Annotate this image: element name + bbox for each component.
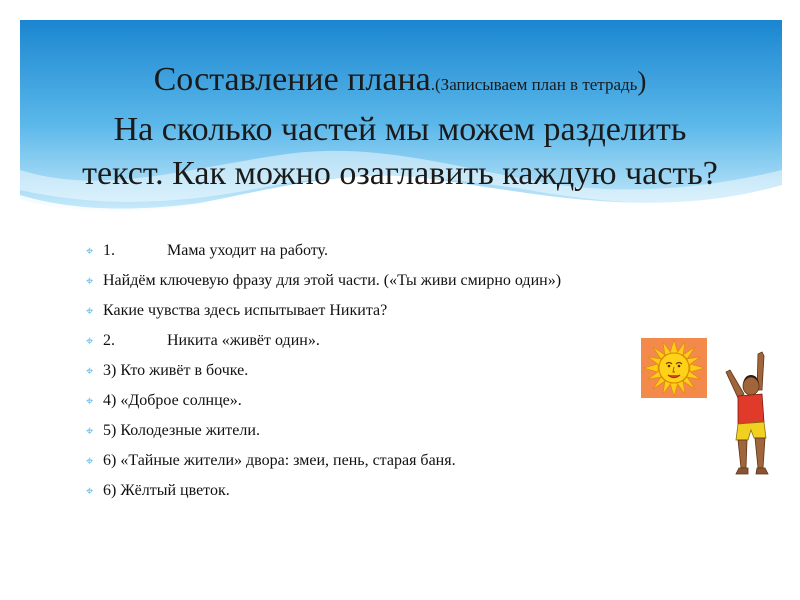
slide-title (30, 58, 770, 196)
diamond-bullet-icon: ⌖ (86, 273, 94, 288)
diamond-bullet-icon: ⌖ (86, 423, 94, 438)
title-line-1 (30, 58, 770, 108)
diamond-bullet-icon: ⌖ (86, 363, 94, 378)
diamond-bullet-icon: ⌖ (86, 483, 94, 498)
sun-face-icon (641, 338, 707, 398)
item-text: 6) Жёлтый цветок. (103, 482, 230, 499)
list-item (86, 420, 716, 442)
list-item (86, 300, 716, 322)
diamond-bullet-icon: ⌖ (86, 303, 94, 318)
list-item (86, 450, 716, 472)
boy-reaching-icon (720, 350, 780, 478)
plan-list (86, 240, 716, 510)
item-text: Найдём ключевую фразу для этой части. («Ты живи смирно один») (103, 272, 562, 289)
item-number: 2. (103, 332, 115, 349)
list-item (86, 360, 716, 382)
title-note: .(Записываем план в тетрадь (430, 75, 638, 94)
title-main: Составление плана (153, 61, 431, 98)
item-text: Мама уходит на работу. (167, 242, 328, 259)
list-item (86, 330, 716, 352)
list-item (86, 240, 716, 262)
diamond-bullet-icon: ⌖ (86, 243, 94, 258)
title-paren: ) (637, 66, 647, 96)
title-line-3: текст. Как можно озаглавить каждую часть? (82, 155, 718, 192)
item-text: 3) Кто живёт в бочке. (103, 362, 249, 379)
diamond-bullet-icon: ⌖ (86, 393, 94, 408)
item-text: Никита «живёт один». (167, 332, 320, 349)
item-number: 1. (103, 242, 115, 259)
item-text: Какие чувства здесь испытывает Никита? (103, 302, 388, 319)
item-text: 5) Колодезные жители. (103, 422, 260, 439)
diamond-bullet-icon: ⌖ (86, 453, 94, 468)
list-item (86, 270, 716, 292)
diamond-bullet-icon: ⌖ (86, 333, 94, 348)
list-item (86, 390, 716, 412)
item-text: 6) «Тайные жители» двора: змеи, пень, старая баня. (103, 452, 456, 469)
title-line-2: На сколько частей мы можем разделить (113, 111, 687, 148)
list-item (86, 480, 716, 502)
item-text: 4) «Доброе солнце». (103, 392, 242, 409)
